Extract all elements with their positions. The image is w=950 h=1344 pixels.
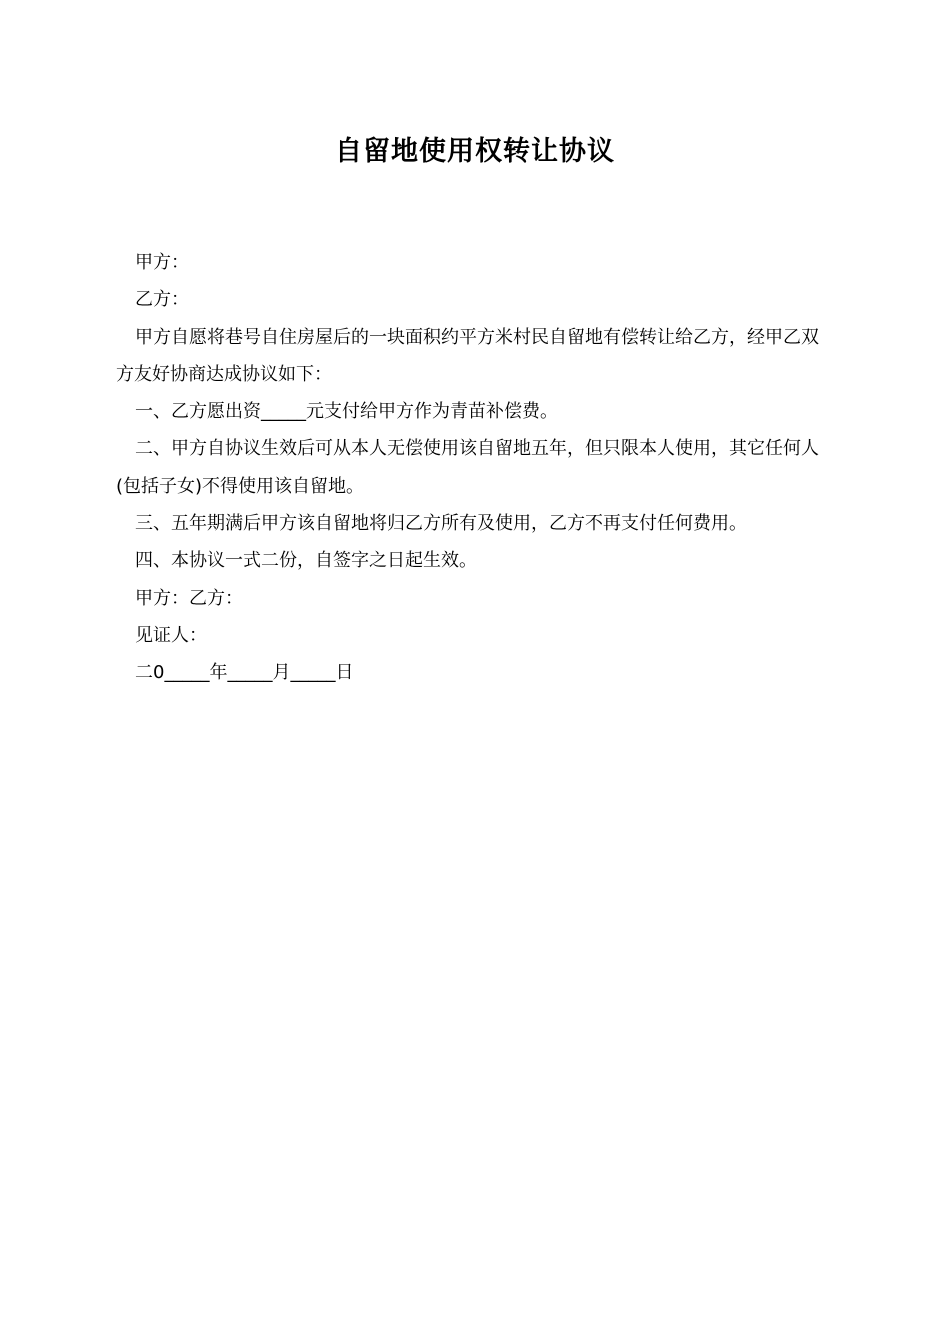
clause-2: 二、甲方自协议生效后可从本人无偿使用该自留地五年，但只限本人使用，其它任何人(包括子女)不得使用该自留地。	[116, 438, 819, 497]
witness-line: 见证人：	[135, 624, 207, 646]
date-line: 二0_____年_____月_____日	[135, 662, 354, 684]
clause-3: 三、五年期满后甲方该自留地将归乙方所有及使用，乙方不再支付任何费用。	[135, 513, 747, 535]
document-body	[116, 244, 836, 692]
preamble-paragraph: 甲方自愿将巷号自住房屋后的一块面积约平方米村民自留地有偿转让给乙方，经甲乙双方友好协商达成协议如下：	[116, 326, 819, 385]
signature-line: 甲方：乙方：	[135, 587, 243, 609]
party-a-line: 甲方：	[135, 252, 189, 273]
clause-1: 一、乙方愿出资_____元支付给甲方作为青苗补偿费。	[135, 401, 558, 423]
document-title: 自留地使用权转让协议	[335, 136, 615, 167]
clause-4: 四、本协议一式二份，自签字之日起生效。	[135, 550, 477, 572]
party-b-line: 乙方：	[135, 289, 189, 311]
